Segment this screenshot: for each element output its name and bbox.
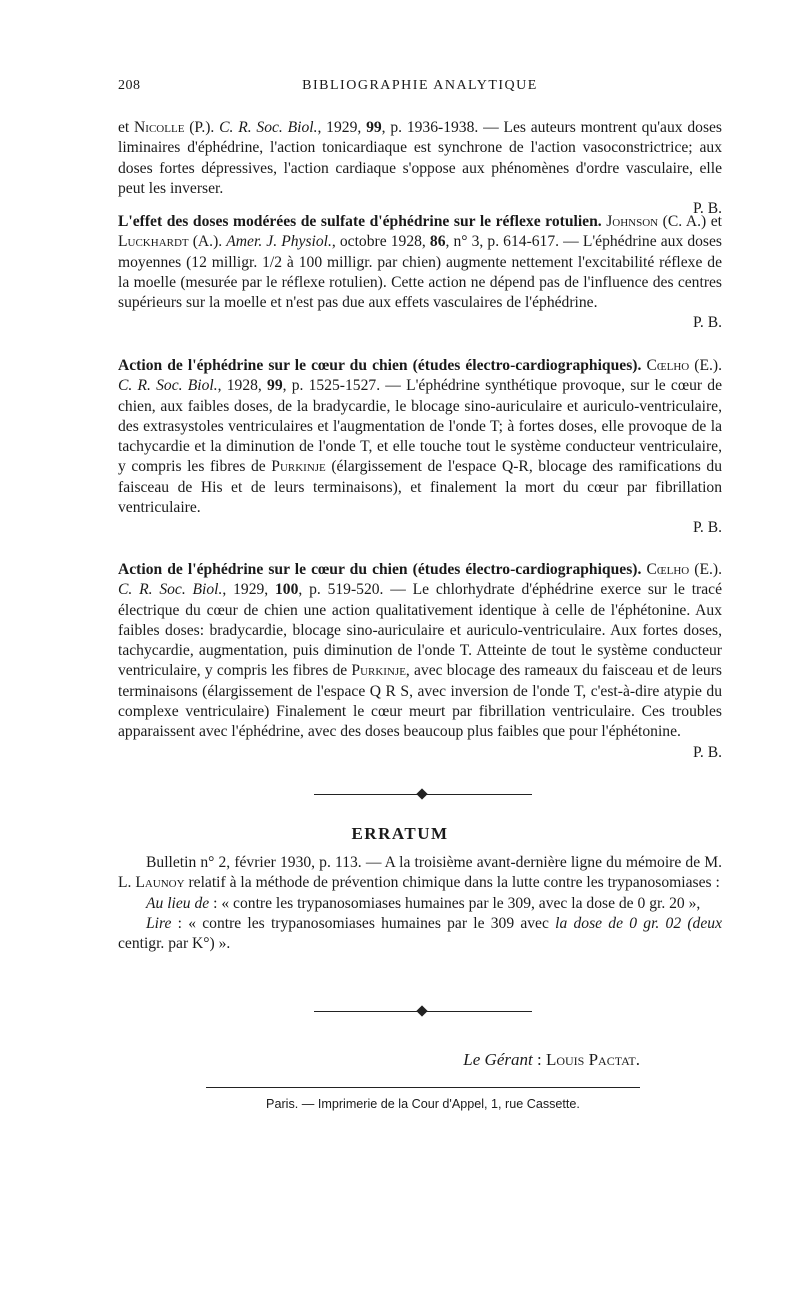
erratum-instead: Au lieu de : « contre les trypanosomiases humaines par le 309, avec la dose de 0 gr. 20 », (146, 894, 701, 912)
eponym: Purkinje (351, 662, 406, 680)
ornamental-divider (314, 790, 532, 800)
instead-label: Au lieu de (146, 894, 210, 912)
volume: 99 (366, 119, 382, 136)
entry-title: Action de l'éphédrine sur le cœur du chien (études électro-cardiographiques). (118, 357, 642, 374)
read-label: Lire (146, 914, 172, 932)
publisher-manager-line: Le Gérant : Louis Pactat. (463, 1050, 640, 1069)
volume: 86 (429, 233, 446, 251)
signature: P. B. (692, 200, 722, 218)
volume: 99 (267, 377, 283, 395)
abstract: L'éphédrine aux doses moyennes (12 milligr. 1/2 à 100 milligr. par chien) augmente nettement l'excitabilité réflexe de la moelle (mesurée par le réflexe rotulien). Cette action ne dépend pas de l'influence des centres supérieurs sur la moelle et n'est pas due aux effets vasculaires de l'éphédrine. (118, 233, 722, 312)
diamond-ornament-icon (416, 788, 427, 799)
abstract: Le chlorhydrate d'éphédrine exerce sur le tracé électrique du cœur de chien une action qualitativement identique à celle de l'éphétonine. Aux faibles doses: bradycardie, blocage sino-auriculaire et auriculo-ventriculaire. Aux fortes doses, tachycardie, augmentation, puis diminution de l'onde T. Atteinte de tout le système conducteur ventriculaire, y compris les fibres de (118, 581, 723, 680)
signature: P. B. (692, 519, 722, 537)
erratum-read: Lire : « contre les trypanosomiases humaines par le 309 avec la dose de 0 gr. 02 (deux centigr. par K°) ». (118, 914, 722, 953)
entry-title: L'effet des doses modérées de sulfate d'éphédrine sur le réflexe rotulien. (118, 213, 602, 230)
diamond-ornament-icon (416, 1005, 427, 1016)
signature: P. B. (692, 314, 722, 332)
journal-name: C. R. Soc. Biol. (118, 581, 223, 599)
running-head (118, 78, 722, 98)
abstract-continued: , avec blocage des rameaux du faisceau et de leurs terminaisons (élargissement de l'espace Q R S, avec inversion de l'onde T, c'est-à-dire atypie du complexe ventriculaire) Finalement le cœur meurt par fibrillation ventriculaire. Ces troubles apparaissent avec l'éphédrine, avec des doses beaucoup plus faibles que pour l'éphétonine. (118, 662, 722, 741)
entry-title: Action de l'éphédrine sur le cœur du chien (études électro-cardiographiques). (118, 561, 642, 578)
bibliography-entry: Action de l'éphédrine sur le cœur du chien (études électro-cardiographiques). Cœlho (E.). C. R. Soc. Biol., 1928, 99, p. 1525-1527. — L'éphédrine synthétique provoque, sur le cœur de chien, aux faibles doses, de la bradycardie, le blocage sino-auriculaire et auriculo-ventriculaire, des extrasystoles ventriculaires et l'augmentation de l'onde T; à fortes doses, elle provoque de la tachycardie et la diminution de l'onde T, et elle touche tout le système conducteur ventriculaire, y compris les fibres de Purkinje (élargissement de l'espace Q-R, blocage des ramifications du faisceau de His et de leurs terminaisons), et finalement la mort du cœur par fibrillation ventriculaire. P. B. (118, 356, 722, 539)
eponym: Purkinje (271, 458, 326, 476)
printer-imprint: Paris. — Imprimerie de la Cour d'Appel, 1, rue Cassette. (266, 1097, 580, 1111)
gerant-label: Le Gérant (463, 1050, 533, 1069)
abstract: L'éphédrine synthétique provoque, sur le cœur de chien, aux faibles doses, de la bradycardie, le blocage sino-auriculaire et auriculo-ventriculaire, des extrasystoles ventriculaires et l'augmentation de l'onde T; à fortes doses, elle provoque de la tachycardie et la diminution de l'onde T, et elle touche tout le système conducteur ventriculaire, y compris les fibres de (118, 377, 723, 476)
author-name: Luckhardt (118, 233, 189, 251)
author-name: Cœlho (646, 357, 690, 374)
volume: 100 (275, 581, 299, 599)
author-name: Cœlho (646, 561, 690, 578)
signature: P. B. (692, 743, 722, 761)
abstract: Les auteurs montrent qu'aux doses liminaires d'éphédrine, l'action tonicardiaque est synchrone de l'action vasoconstrictrice; aux doses fortes dépressives, l'action cardiaque s'oppose aux phénomènes d'ordre vasculaire, elle peut les inverser. (118, 119, 723, 197)
author-name: Johnson (606, 213, 659, 230)
author-name: Launoy (135, 874, 185, 892)
running-title: BIBLIOGRAPHIE ANALYTIQUE (302, 78, 538, 93)
footer-rule (206, 1087, 640, 1088)
page-number: 208 (118, 78, 141, 93)
ornamental-divider (314, 1007, 532, 1017)
erratum-body (118, 853, 722, 954)
erratum-heading: ERRATUM (351, 824, 449, 843)
author-name: Nicolle (134, 119, 185, 136)
journal-name: Amer. J. Physiol. (226, 233, 332, 251)
abstract-continued: (élargissement de l'espace Q-R, blocage des ramifications du faisceau de His et de leurs terminaisons), et finalement la mort du cœur par fibrillation ventriculaire. (118, 458, 723, 517)
gerant-name: Louis Pactat. (545, 1050, 640, 1069)
journal-name: C. R. Soc. Biol. (118, 377, 218, 395)
bibliography-entry: et Nicolle (P.). C. R. Soc. Biol., 1929, 99, p. 1936-1938. — Les auteurs montrent qu'aux doses liminaires d'éphédrine, l'action tonicardiaque est synchrone de l'action vasoconstrictrice; aux doses fortes dépressives, l'action cardiaque s'oppose aux phénomènes d'ordre vasculaire, elle peut les inverser. P. B. (118, 118, 722, 219)
bibliography-entry: Action de l'éphédrine sur le cœur du chien (études électro-cardiographiques). Cœlho (E.). C. R. Soc. Biol., 1929, 100, p. 519-520. — Le chlorhydrate d'éphédrine exerce sur le tracé électrique du cœur de chien une action qualitativement identique à celle de l'éphétonine. Aux faibles doses: bradycardie, blocage sino-auriculaire et auriculo-ventriculaire. Aux fortes doses, tachycardie, augmentation, puis diminution de l'onde T. Atteinte de tout le système conducteur ventriculaire, y compris les fibres de Purkinje, avec blocage des rameaux du faisceau et de leurs terminaisons (élargissement de l'espace Q R S, avec inversion de l'onde T, c'est-à-dire atypie du complexe ventriculaire) Finalement le cœur meurt par fibrillation ventriculaire. Ces troubles apparaissent avec l'éphédrine, avec des doses beaucoup plus faibles que pour l'éphétonine. P. B. (118, 560, 722, 763)
erratum-intro: Bulletin n° 2, février 1930, p. 113. — A la troisième avant-dernière ligne du mémoire de M. L. Launoy relatif à la méthode de prévention chimique dans la lutte contre les trypanosomiases : (118, 854, 722, 892)
journal-name: C. R. Soc. Biol. (219, 119, 318, 136)
bibliography-entry: L'effet des doses modérées de sulfate d'éphédrine sur le réflexe rotulien. Johnson (C. A.) et Luckhardt (A.). Amer. J. Physiol., octobre 1928, 86, n° 3, p. 614-617. — L'éphédrine aux doses moyennes (12 milligr. 1/2 à 100 milligr. par chien) augmente nettement l'excitabilité réflexe de la moelle (mesurée par le réflexe rotulien). Cette action ne dépend pas de l'influence des centres supérieurs sur la moelle et n'est pas due aux effets vasculaires de l'éphédrine. P. B. (118, 212, 722, 334)
